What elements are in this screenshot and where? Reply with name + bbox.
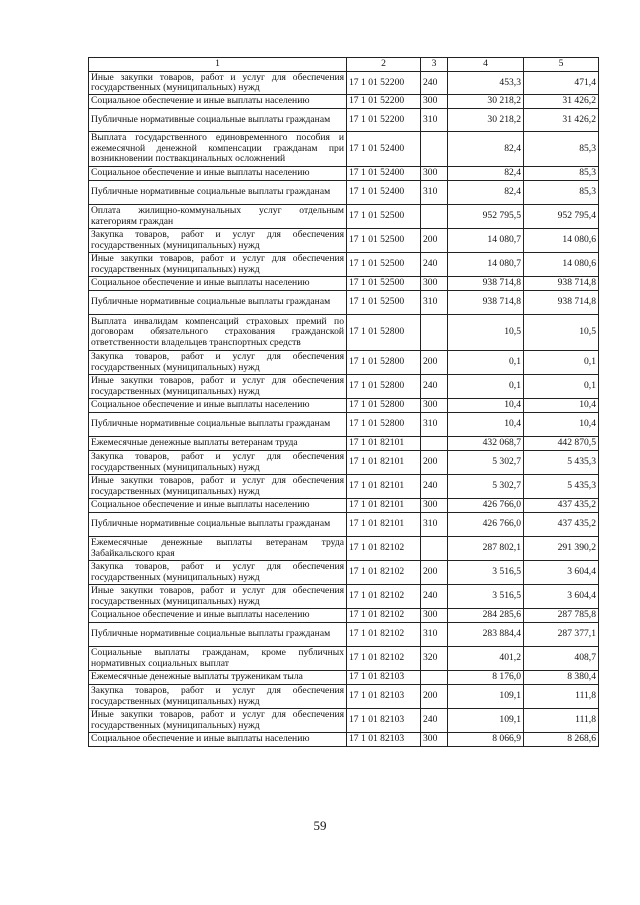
- row-value-col5: 287 377,1: [524, 623, 599, 647]
- row-expense-type: [421, 537, 448, 561]
- table-row: [89, 315, 599, 351]
- row-value-col4: 109,1: [448, 709, 524, 733]
- row-code: 17 1 01 82101: [347, 513, 421, 537]
- row-value-col5: 85,3: [524, 132, 599, 167]
- row-expense-type: 240: [421, 72, 448, 95]
- table-row: [89, 475, 599, 499]
- row-value-col4: 109,1: [448, 685, 524, 709]
- table-row: [89, 253, 599, 277]
- row-name: Иные закупки товаров, работ и услуг для обеспечения государственных (муниципальных) нужд: [89, 475, 347, 499]
- row-value-col5: 14 080,6: [524, 253, 599, 277]
- table-row: [89, 291, 599, 315]
- row-value-col5: 111,8: [524, 685, 599, 709]
- row-value-col5: 85,3: [524, 167, 599, 181]
- table-row: [89, 277, 599, 291]
- row-expense-type: 300: [421, 609, 448, 623]
- table-row: [89, 229, 599, 253]
- row-value-col5: 5 435,3: [524, 475, 599, 499]
- table-row: [89, 537, 599, 561]
- row-expense-type: [421, 671, 448, 685]
- row-value-col5: 442 870,5: [524, 437, 599, 451]
- table-row: [89, 399, 599, 413]
- row-expense-type: 240: [421, 585, 448, 609]
- header-col-2: 2: [347, 58, 421, 72]
- row-expense-type: 310: [421, 513, 448, 537]
- row-name: Социальное обеспечение и иные выплаты населению: [89, 609, 347, 623]
- row-name: Публичные нормативные социальные выплаты гражданам: [89, 291, 347, 315]
- table-row: [89, 72, 599, 95]
- row-value-col4: 82,4: [448, 167, 524, 181]
- row-name: Публичные нормативные социальные выплаты гражданам: [89, 513, 347, 537]
- row-value-col5: 938 714,8: [524, 277, 599, 291]
- row-code: 17 1 01 52800: [347, 375, 421, 399]
- row-value-col5: 0,1: [524, 351, 599, 375]
- row-value-col5: 3 604,4: [524, 561, 599, 585]
- header-col-5: 5: [524, 58, 599, 72]
- row-name: Публичные нормативные социальные выплаты гражданам: [89, 181, 347, 205]
- row-name: Иные закупки товаров, работ и услуг для обеспечения государственных (муниципальных) нужд: [89, 375, 347, 399]
- row-value-col5: 938 714,8: [524, 291, 599, 315]
- table-row: [89, 451, 599, 475]
- row-value-col4: 938 714,8: [448, 291, 524, 315]
- row-code: 17 1 01 82102: [347, 585, 421, 609]
- row-code: 17 1 01 52500: [347, 277, 421, 291]
- row-code: 17 1 01 52200: [347, 109, 421, 132]
- row-value-col5: 291 390,2: [524, 537, 599, 561]
- table-row: [89, 132, 599, 167]
- row-value-col4: 284 285,6: [448, 609, 524, 623]
- row-code: 17 1 01 52800: [347, 351, 421, 375]
- row-value-col5: 85,3: [524, 181, 599, 205]
- row-expense-type: 300: [421, 95, 448, 109]
- row-value-col4: 30 218,2: [448, 95, 524, 109]
- row-value-col4: 938 714,8: [448, 277, 524, 291]
- row-expense-type: 310: [421, 181, 448, 205]
- row-name: Закупка товаров, работ и услуг для обеспечения государственных (муниципальных) нужд: [89, 561, 347, 585]
- row-code: 17 1 01 52500: [347, 205, 421, 229]
- row-value-col4: 8 066,9: [448, 733, 524, 747]
- row-name: Ежемесячные денежные выплаты ветеранам труда: [89, 437, 347, 451]
- row-expense-type: 310: [421, 413, 448, 437]
- row-value-col5: 111,8: [524, 709, 599, 733]
- row-value-col4: 10,4: [448, 399, 524, 413]
- row-expense-type: [421, 315, 448, 351]
- row-value-col4: 5 302,7: [448, 475, 524, 499]
- row-name: Ежемесячные денежные выплаты труженикам тыла: [89, 671, 347, 685]
- table-row: [89, 167, 599, 181]
- row-value-col4: 426 766,0: [448, 513, 524, 537]
- row-expense-type: 300: [421, 399, 448, 413]
- row-code: 17 1 01 82101: [347, 437, 421, 451]
- row-code: 17 1 01 52500: [347, 229, 421, 253]
- table-row: [89, 623, 599, 647]
- row-name: Социальное обеспечение и иные выплаты населению: [89, 399, 347, 413]
- row-name: Социальные выплаты гражданам, кроме публичных нормативных социальных выплат: [89, 647, 347, 671]
- row-value-col5: 287 785,8: [524, 609, 599, 623]
- row-name: Закупка товаров, работ и услуг для обеспечения государственных (муниципальных) нужд: [89, 451, 347, 475]
- table-row: [89, 205, 599, 229]
- table-row: [89, 685, 599, 709]
- row-name: Иные закупки товаров, работ и услуг для обеспечения государственных (муниципальных) нужд: [89, 585, 347, 609]
- table-body: [89, 72, 599, 747]
- row-value-col5: 0,1: [524, 375, 599, 399]
- table-row: [89, 513, 599, 537]
- table-row: [89, 585, 599, 609]
- row-code: 17 1 01 82102: [347, 647, 421, 671]
- row-code: 17 1 01 82103: [347, 733, 421, 747]
- row-code: 17 1 01 52500: [347, 291, 421, 315]
- row-code: 17 1 01 82101: [347, 499, 421, 513]
- row-name: Социальное обеспечение и иные выплаты населению: [89, 167, 347, 181]
- row-expense-type: 300: [421, 167, 448, 181]
- row-code: 17 1 01 82103: [347, 685, 421, 709]
- row-name: Публичные нормативные социальные выплаты гражданам: [89, 413, 347, 437]
- row-value-col5: 3 604,4: [524, 585, 599, 609]
- row-value-col4: 453,3: [448, 72, 524, 95]
- row-value-col5: 31 426,2: [524, 95, 599, 109]
- row-value-col5: 10,5: [524, 315, 599, 351]
- row-expense-type: 300: [421, 733, 448, 747]
- row-name: Социальное обеспечение и иные выплаты населению: [89, 499, 347, 513]
- row-value-col4: 8 176,0: [448, 671, 524, 685]
- row-name: Социальное обеспечение и иные выплаты населению: [89, 733, 347, 747]
- row-name: Оплата жилищно-коммунальных услуг отдельным категориям граждан: [89, 205, 347, 229]
- row-value-col4: 14 080,7: [448, 253, 524, 277]
- row-expense-type: 310: [421, 623, 448, 647]
- row-value-col4: 952 795,5: [448, 205, 524, 229]
- row-code: 17 1 01 82103: [347, 671, 421, 685]
- row-name: Социальное обеспечение и иные выплаты населению: [89, 277, 347, 291]
- row-expense-type: 310: [421, 291, 448, 315]
- row-expense-type: [421, 205, 448, 229]
- row-expense-type: 240: [421, 475, 448, 499]
- table-row: [89, 351, 599, 375]
- row-expense-type: 240: [421, 253, 448, 277]
- table-row: [89, 95, 599, 109]
- row-value-col4: 3 516,5: [448, 585, 524, 609]
- row-code: 17 1 01 82103: [347, 709, 421, 733]
- row-code: 17 1 01 52400: [347, 181, 421, 205]
- row-value-col4: 3 516,5: [448, 561, 524, 585]
- row-value-col4: 82,4: [448, 181, 524, 205]
- row-expense-type: 240: [421, 709, 448, 733]
- row-code: 17 1 01 82101: [347, 451, 421, 475]
- row-name: Закупка товаров, работ и услуг для обеспечения государственных (муниципальных) нужд: [89, 351, 347, 375]
- table-row: [89, 561, 599, 585]
- row-value-col4: 0,1: [448, 375, 524, 399]
- row-value-col5: 31 426,2: [524, 109, 599, 132]
- row-name: Иные закупки товаров, работ и услуг для обеспечения государственных (муниципальных) нужд: [89, 709, 347, 733]
- row-code: 17 1 01 82102: [347, 623, 421, 647]
- budget-table: [88, 57, 599, 747]
- row-value-col5: 8 380,4: [524, 671, 599, 685]
- table-row: [89, 437, 599, 451]
- row-name: Выплата государственного единовременного пособия и ежемесячной денежной компенсации гражданам при возникновении поствакцинальных осложнений: [89, 132, 347, 167]
- row-expense-type: 320: [421, 647, 448, 671]
- row-value-col5: 437 435,2: [524, 499, 599, 513]
- row-name: Иные закупки товаров, работ и услуг для обеспечения государственных (муниципальных) нужд: [89, 72, 347, 95]
- row-name: Закупка товаров, работ и услуг для обеспечения государственных (муниципальных) нужд: [89, 229, 347, 253]
- row-value-col5: 14 080,6: [524, 229, 599, 253]
- row-value-col5: 471,4: [524, 72, 599, 95]
- row-value-col4: 82,4: [448, 132, 524, 167]
- row-code: 17 1 01 82102: [347, 537, 421, 561]
- row-name: Выплата инвалидам компенсаций страховых премий по договорам обязательного страхования гражданской ответственности владельцев транспортных средств: [89, 315, 347, 351]
- row-code: 17 1 01 52200: [347, 95, 421, 109]
- row-value-col5: 8 268,6: [524, 733, 599, 747]
- row-value-col4: 287 802,1: [448, 537, 524, 561]
- row-code: 17 1 01 82102: [347, 609, 421, 623]
- row-name: Публичные нормативные социальные выплаты гражданам: [89, 109, 347, 132]
- row-expense-type: 240: [421, 375, 448, 399]
- page-number: 59: [313, 818, 327, 833]
- header-col-1: 1: [89, 58, 347, 72]
- row-value-col4: 10,5: [448, 315, 524, 351]
- row-value-col5: 408,7: [524, 647, 599, 671]
- table-header-row: [89, 58, 599, 72]
- header-col-3: 3: [421, 58, 448, 72]
- header-col-4: 4: [448, 58, 524, 72]
- row-code: 17 1 01 52400: [347, 132, 421, 167]
- row-expense-type: 300: [421, 499, 448, 513]
- row-value-col4: 283 884,4: [448, 623, 524, 647]
- row-expense-type: 200: [421, 561, 448, 585]
- row-value-col4: 432 068,7: [448, 437, 524, 451]
- row-expense-type: 200: [421, 685, 448, 709]
- row-value-col4: 10,4: [448, 413, 524, 437]
- table-row: [89, 375, 599, 399]
- row-name: Ежемесячные денежные выплаты ветеранам труда Забайкальского края: [89, 537, 347, 561]
- row-expense-type: 200: [421, 351, 448, 375]
- row-expense-type: [421, 132, 448, 167]
- table-row: [89, 499, 599, 513]
- row-code: 17 1 01 52800: [347, 399, 421, 413]
- row-expense-type: 300: [421, 277, 448, 291]
- table-row: [89, 181, 599, 205]
- row-value-col5: 10,4: [524, 399, 599, 413]
- row-code: 17 1 01 82102: [347, 561, 421, 585]
- row-value-col5: 5 435,3: [524, 451, 599, 475]
- row-value-col4: 30 218,2: [448, 109, 524, 132]
- table-row: [89, 709, 599, 733]
- row-name: Социальное обеспечение и иные выплаты населению: [89, 95, 347, 109]
- row-value-col5: 10,4: [524, 413, 599, 437]
- row-value-col4: 426 766,0: [448, 499, 524, 513]
- row-expense-type: 200: [421, 451, 448, 475]
- row-expense-type: 200: [421, 229, 448, 253]
- row-code: 17 1 01 52800: [347, 413, 421, 437]
- row-value-col4: 401,2: [448, 647, 524, 671]
- row-name: Публичные нормативные социальные выплаты гражданам: [89, 623, 347, 647]
- row-expense-type: 310: [421, 109, 448, 132]
- row-code: 17 1 01 52200: [347, 72, 421, 95]
- table-row: [89, 647, 599, 671]
- table-row: [89, 733, 599, 747]
- table-row: [89, 609, 599, 623]
- row-value-col4: 5 302,7: [448, 451, 524, 475]
- row-value-col5: 952 795,4: [524, 205, 599, 229]
- row-value-col4: 14 080,7: [448, 229, 524, 253]
- table-row: [89, 413, 599, 437]
- table-row: [89, 671, 599, 685]
- table-row: [89, 109, 599, 132]
- row-value-col4: 0,1: [448, 351, 524, 375]
- row-name: Иные закупки товаров, работ и услуг для обеспечения государственных (муниципальных) нужд: [89, 253, 347, 277]
- row-code: 17 1 01 52500: [347, 253, 421, 277]
- row-name: Закупка товаров, работ и услуг для обеспечения государственных (муниципальных) нужд: [89, 685, 347, 709]
- row-expense-type: [421, 437, 448, 451]
- row-code: 17 1 01 82101: [347, 475, 421, 499]
- row-value-col5: 437 435,2: [524, 513, 599, 537]
- row-code: 17 1 01 52400: [347, 167, 421, 181]
- row-code: 17 1 01 52800: [347, 315, 421, 351]
